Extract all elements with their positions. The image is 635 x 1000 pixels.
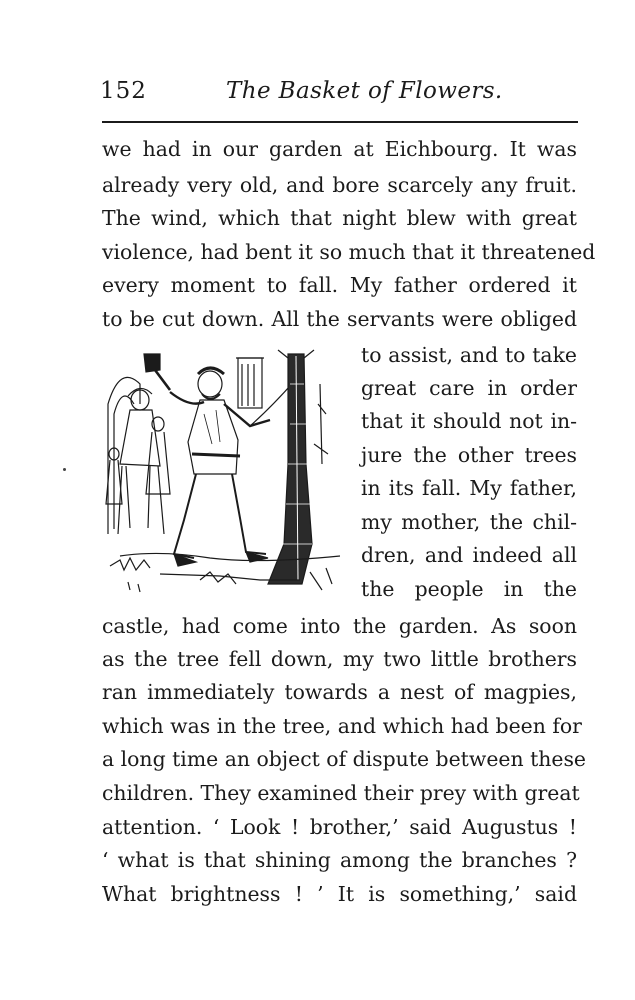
body-line: to assist, and to take — [361, 343, 577, 367]
body-line: children. They examined their prey with great — [102, 781, 580, 805]
body-line: ‘ what is that shining among the branches ? — [102, 848, 577, 872]
body-line: great care in order — [361, 376, 577, 400]
body-line: attention. ‘ Look ! brother,’ said Augustus ! — [102, 815, 577, 839]
page-speck — [63, 468, 66, 471]
page-header — [100, 74, 578, 110]
body-line: The wind, which that night blew with great — [102, 206, 577, 230]
body-line: violence, had bent it so much that it threatened — [102, 240, 596, 264]
running-title: The Basket of Flowers. — [226, 78, 503, 104]
body-line: the people in the — [361, 577, 577, 601]
header-rule — [102, 121, 578, 123]
woodcut-man-felling-tree-icon — [100, 344, 346, 596]
body-line: What brightness ! ’ It is something,’ said — [102, 882, 577, 906]
body-line: ran immediately towards a nest of magpies, — [102, 680, 577, 704]
body-line: in its fall. My father, — [361, 476, 577, 500]
body-line: my mother, the chil- — [361, 510, 577, 534]
body-line: dren, and indeed all — [361, 543, 577, 567]
body-line: every moment to fall. My father ordered it — [102, 273, 577, 297]
body-line: jure the other trees — [361, 443, 577, 467]
body-line: castle, had come into the garden. As soon — [102, 614, 577, 638]
body-line: that it should not in- — [361, 409, 577, 433]
body-line: a long time an object of dispute between these — [102, 747, 586, 771]
body-line: as the tree fell down, my two little brothers — [102, 647, 577, 671]
body-line: already very old, and bore scarcely any fruit. — [102, 173, 577, 197]
page-number: 152 — [100, 78, 147, 104]
woodcut-illustration — [100, 344, 346, 596]
body-line: we had in our garden at Eichbourg. It was — [102, 137, 577, 161]
body-line: which was in the tree, and which had been for — [102, 714, 582, 738]
body-line: to be cut down. All the servants were obliged — [102, 307, 577, 331]
